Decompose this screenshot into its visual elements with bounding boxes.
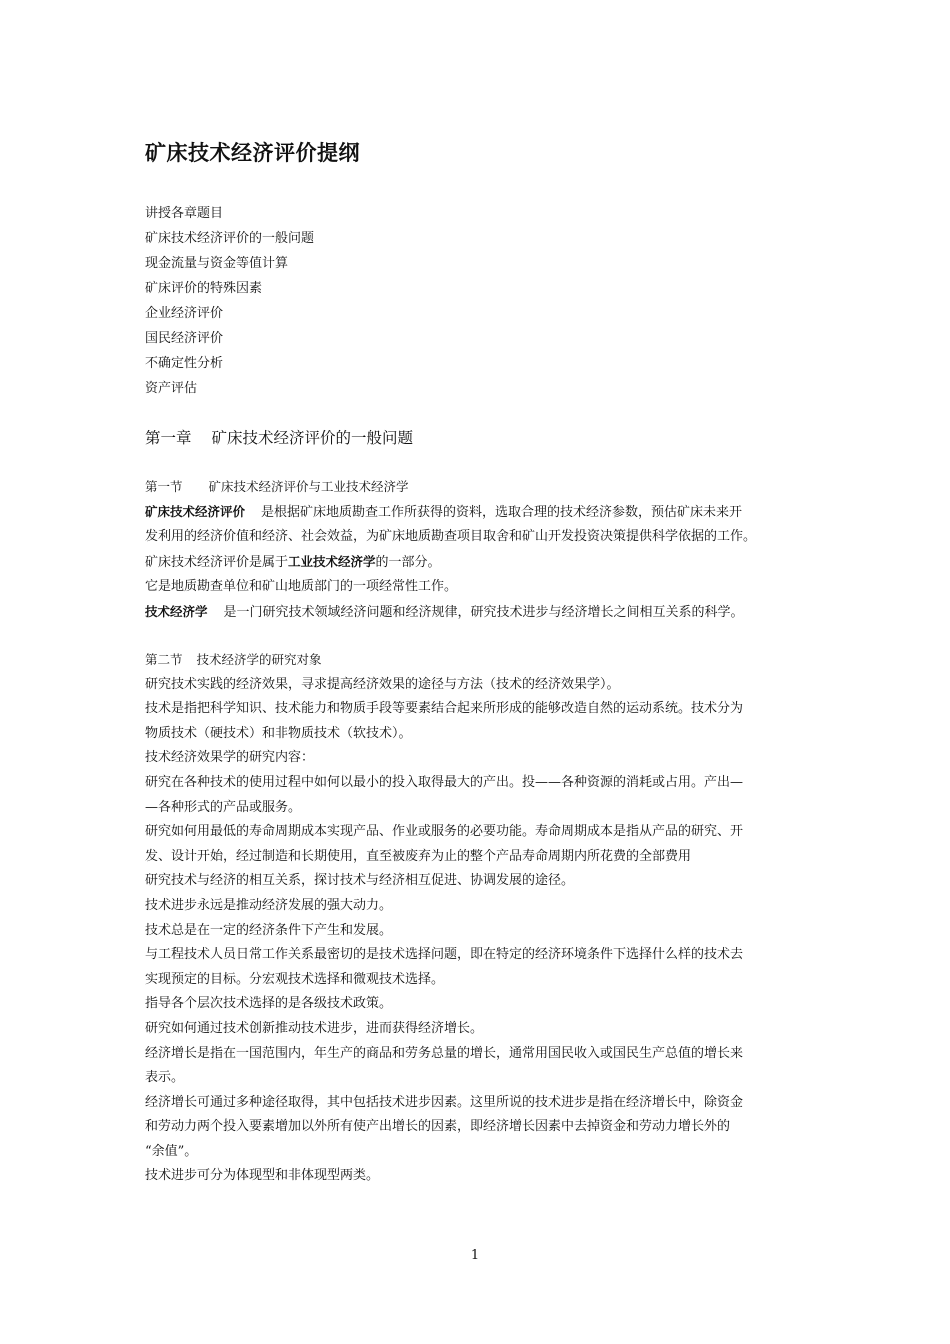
toc-item: 资产评估 bbox=[145, 381, 198, 396]
term-bold: 技术经济学 bbox=[145, 603, 208, 619]
paragraph-line: 实现预定的目标。分宏观技术选择和微观技术选择。 bbox=[145, 971, 445, 987]
paragraph-line: 研究技术实践的经济效果，寻求提高经济效果的途径与方法（技术的经济效果学）。 bbox=[145, 676, 620, 692]
paragraph-line: 研究在各种技术的使用过程中如何以最小的投入取得最大的产出。投——各种资源的消耗或占用。产出— bbox=[145, 774, 744, 790]
paragraph-text: 的一部分。 bbox=[375, 554, 441, 570]
section-title: 矿床技术经济评价与工业技术经济学 bbox=[208, 479, 409, 494]
paragraph-line bbox=[145, 600, 825, 626]
section-number: 第一节 bbox=[145, 479, 183, 494]
paragraph-line: 它是地质勘查单位和矿山地质部门的一项经常性工作。 bbox=[145, 579, 458, 595]
paragraph-line: 发、设计开始，经过制造和长期使用，直至被废弃为止的整个产品寿命周期内所花费的全部费用 bbox=[145, 848, 692, 864]
toc-item: 企业经济评价 bbox=[145, 306, 224, 321]
paragraph-line bbox=[145, 550, 825, 576]
paragraph-line: 与工程技术人员日常工作关系最密切的是技术选择问题，即在特定的经济环境条件下选择什么样的技术去 bbox=[145, 947, 744, 963]
paragraph-text: 是一门研究技术领域经济问题和经济规律，研究技术进步与经济增长之间相互关系的科学。 bbox=[223, 604, 744, 620]
paragraph-text: 矿床技术经济评价是属于 bbox=[145, 554, 289, 570]
toc-item: 现金流量与资金等值计算 bbox=[145, 256, 289, 271]
toc-item: 矿床技术经济评价的一般问题 bbox=[145, 231, 315, 246]
section-heading bbox=[145, 648, 825, 673]
toc-item: 讲授各章题目 bbox=[145, 206, 224, 221]
paragraph-line: 研究技术与经济的相互关系，探讨技术与经济相互促进、协调发展的途径。 bbox=[145, 873, 575, 889]
section-title: 技术经济学的研究对象 bbox=[196, 652, 322, 667]
page-number: 1 bbox=[470, 1248, 480, 1263]
paragraph-text: 是根据矿床地质勘查工作所获得的资料，选取合理的技术经济参数，预估矿床未来开 bbox=[261, 504, 743, 520]
paragraph-line: —各种形式的产品或服务。 bbox=[145, 799, 302, 815]
paragraph-line: 技术总是在一定的经济条件下产生和发展。 bbox=[145, 922, 393, 938]
section-heading bbox=[145, 475, 825, 500]
document-title: 矿床技术经济评价提纲 bbox=[145, 141, 360, 165]
toc-item: 不确定性分析 bbox=[145, 356, 224, 371]
paragraph-line: 技术是指把科学知识、技术能力和物质手段等要素结合起来所形成的能够改造自然的运动系统。技术分为 bbox=[145, 701, 744, 717]
paragraph-line: 技术进步永远是推动经济发展的强大动力。 bbox=[145, 897, 393, 913]
toc-item: 矿床评价的特殊因素 bbox=[145, 281, 263, 296]
paragraph-line: 指导各个层次技术选择的是各级技术政策。 bbox=[145, 996, 393, 1012]
toc-item: 国民经济评价 bbox=[145, 331, 224, 346]
paragraph-line: 发利用的经济价值和经济、社会效益，为矿床地质勘查项目取舍和矿山开发投资决策提供科学依据的工作。 bbox=[145, 529, 757, 545]
paragraph-line: 技术进步可分为体现型和非体现型两类。 bbox=[145, 1168, 380, 1184]
paragraph-line: 和劳动力两个投入要素增加以外所有使产出增长的因素，即经济增长因素中去掉资金和劳动力增长外的 bbox=[145, 1119, 731, 1135]
paragraph-line: 表示。 bbox=[145, 1070, 185, 1086]
term-bold: 工业技术经济学 bbox=[288, 553, 376, 569]
table-of-contents bbox=[145, 201, 314, 401]
paragraph-line: 物质技术（硬技术）和非物质技术（软技术）。 bbox=[145, 725, 412, 741]
paragraph-line: 研究如何通过技术创新推动技术进步，进而获得经济增长。 bbox=[145, 1020, 484, 1036]
section-2 bbox=[145, 648, 825, 1189]
section-number: 第二节 bbox=[145, 652, 183, 667]
term-bold: 矿床技术经济评价 bbox=[145, 503, 246, 519]
paragraph-line: 经济增长是指在一国范围内，年生产的商品和劳务总量的增长，通常用国民收入或国民生产总值的增长来 bbox=[145, 1045, 744, 1061]
section-1 bbox=[145, 475, 825, 626]
paragraph-line: 技术经济效果学的研究内容： bbox=[145, 750, 315, 766]
paragraph-line: 经济增长可通过多种途径取得，其中包括技术进步因素。这里所说的技术进步是指在经济增长中，除资金 bbox=[145, 1094, 744, 1110]
paragraph-line bbox=[145, 500, 825, 526]
paragraph-line: “余值”。 bbox=[145, 1143, 198, 1159]
paragraph-line: 研究如何用最低的寿命周期成本实现产品、作业或服务的必要功能。寿命周期成本是指从产品的研究、开 bbox=[145, 824, 744, 840]
chapter-title: 矿床技术经济评价的一般问题 bbox=[211, 429, 414, 447]
chapter-number: 第一章 bbox=[145, 429, 192, 447]
chapter-heading bbox=[145, 426, 413, 448]
